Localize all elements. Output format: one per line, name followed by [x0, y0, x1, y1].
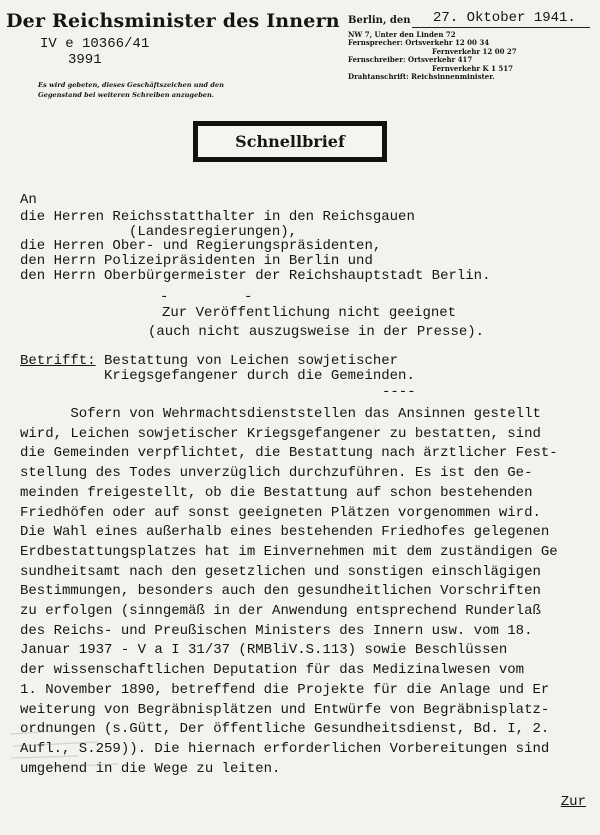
notice-line: (auch nicht auszugsweise in der Presse). [148, 324, 485, 340]
subject-separator: ---- [382, 384, 416, 400]
address-line: Fernverkehr 12 00 27 [432, 46, 517, 56]
recipient-line: die Herren Ober- und Regierungspräsidenten, [20, 238, 382, 255]
address-line: Fernverkehr K 1 517 [432, 63, 513, 73]
body-line: Friedhöfen oder auf sonst geeigneten Plätzen vorgenommen wird. [20, 504, 541, 521]
body-line: zu erfolgen (sinngemäß in der Anwendung entsprechend Runderlaß [20, 603, 541, 620]
subject-line: Kriegsgefangener durch die Gemeinden. [104, 368, 415, 384]
body-line: umgehend in die Wege zu leiten. [20, 760, 281, 777]
body-line: sundheitsamt nach den gesetzlichen und sonstigen einschlägigen [20, 563, 541, 580]
letter-date: 27. Oktober 1941. [433, 10, 576, 26]
body-line: stellung des Todes unverzüglich durchzuführen. Es ist den Ge- [20, 465, 533, 482]
reference-number: IV e 10366/41 [40, 36, 150, 52]
body-line: die Gemeinden verpflichtet, die Bestattung nach ärztlicher Fest- [20, 445, 558, 462]
body-line: Erdbestattungsplatzes hat im Einvernehmen mit dem zuständigen Ge [20, 543, 558, 560]
recipient-line: den Herrn Oberbürgermeister der Reichshauptstadt Berlin. [20, 267, 491, 284]
instruction-line: Gegenstand bei weiteren Schreiben anzugeben. [38, 91, 215, 99]
reference-instruction [38, 80, 258, 100]
publication-notice [148, 304, 484, 342]
notice-line: Zur Veröffentlichung nicht geeignet [162, 305, 457, 321]
recipient-list [20, 210, 490, 284]
recipient-line: (Landesregierungen), [129, 223, 298, 240]
body-line: der wissenschaftlichen Deputation für das Medizinalwesen vom [20, 662, 525, 679]
address-line: Fernsprecher: Ortsverkehr 12 00 34 [348, 38, 490, 48]
body-line: 1. November 1890, betreffend die Projekte für die Anlage und Er [20, 681, 550, 698]
body-line: weiterung von Begräbnisplätzen und Entwürfe von Begräbnisplatz- [20, 701, 550, 718]
body-line: des Reichs- und Preußischen Ministers des Innern usw. vom 18. [20, 622, 533, 639]
ministry-heading: Der Reichsminister des Innern [6, 10, 340, 32]
recipient-line: die Herren Reichsstatthalter in den Reichsgauen [20, 209, 415, 225]
sub-reference-number: 3991 [68, 52, 102, 68]
continuation-word: Zur [560, 794, 586, 810]
subject-line [20, 354, 415, 369]
body-line: Januar 1937 - V a I 31/37 (RMBliV.S.113) sowie Beschlüssen [20, 642, 508, 659]
body-line: Aufl., S.259)). Die hiernach erforderlichen Vorbereitungen sind [20, 740, 550, 757]
ministry-address [348, 31, 517, 81]
address-line: NW 7, Unter den Linden 72 [348, 30, 456, 39]
address-line: Fernschreiber: Ortsverkehr 417 [348, 55, 473, 65]
schnellbrief-label: Schnellbrief [235, 132, 345, 151]
city-label: Berlin, den [348, 15, 411, 26]
body-line: meinden freigestellt, ob die Bestattung auf schon bestehenden [20, 484, 533, 501]
schnellbrief-stamp [193, 121, 387, 162]
body-line: Die Wahl eines außerhalb eines bestehenden Friedhofes gelegenen [20, 524, 550, 541]
address-line: Drahtanschrift: Reichsinnenminister. [348, 72, 495, 82]
body-line: ordnungen (s.Gütt, Der öffentliche Gesundheitsdienst, Bd. I, 2. [20, 721, 550, 738]
salutation: An [20, 192, 37, 208]
subject-label: Betrifft: [20, 353, 96, 369]
dash-separator: - - [160, 289, 253, 305]
body-line: Bestimmungen, besonders auch den gesundheitlichen Vorschriften [20, 583, 541, 600]
date-underline [412, 27, 590, 28]
recipient-line: den Herrn Polizeipräsidenten in Berlin und [20, 253, 373, 270]
subject-text: Bestattung von Leichen sowjetischer [104, 353, 399, 369]
subject-block [20, 354, 415, 384]
faded-margin-stamp [8, 724, 158, 774]
body-line: Sofern von Wehrmachtsdienststellen das Ansinnen gestellt [20, 406, 541, 422]
body-line: wird, Leichen sowjetischer Kriegsgefangener zu bestatten, sind [20, 425, 541, 442]
instruction-line: Es wird gebeten, dieses Geschäftszeichen und den [38, 81, 224, 89]
